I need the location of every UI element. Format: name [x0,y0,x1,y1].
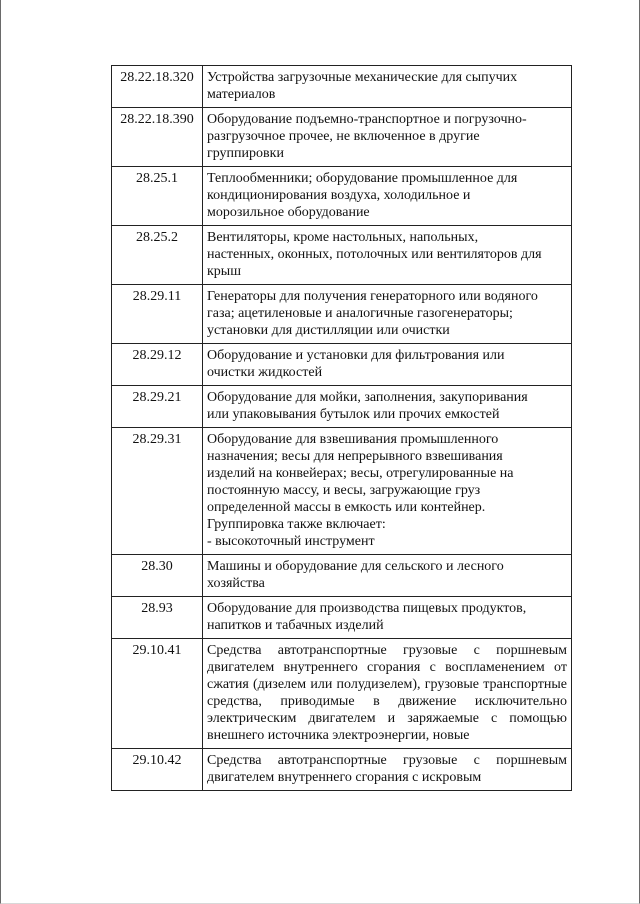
description-line: Вентиляторы, кроме настольных, напольных, [207,230,479,245]
code-cell: 29.10.42 [112,749,203,791]
description-line: напитков и табачных изделий [207,618,384,633]
code-cell: 28.29.21 [112,386,203,428]
table-row [112,749,572,791]
code-cell: 28.30 [112,555,203,597]
description-line: определенной массы в емкость или контейнер. [207,500,486,515]
code-cell: 29.10.41 [112,639,203,749]
table-row [112,555,572,597]
table-row [112,66,572,108]
code-cell: 28.25.2 [112,226,203,285]
description-cell [203,226,572,285]
description-line: настенных, оконных, потолочных или вентиляторов для [207,247,542,262]
description-cell [203,167,572,226]
table-row [112,639,572,749]
description-line: очистки жидкостей [207,365,323,380]
description-cell: Средства автотранспортные грузовые с поршневым двигателем внутреннего сгорания с воспламенением от сжатия (дизелем или полудизелем), грузовые транспортные средства, приводимые в движение исключительно электрическим двигателем и заряжаемые с помощью внешнего источника электроэнергии, новые [203,639,572,749]
table-row [112,285,572,344]
description-line: Оборудование подъемно-транспортное и погрузочно- [207,112,527,127]
description-line: Оборудование для производства пищевых продуктов, [207,601,527,616]
code-cell: 28.29.12 [112,344,203,386]
description-line: группировки [207,146,284,161]
description-cell [203,108,572,167]
code-cell: 28.93 [112,597,203,639]
description-line: - высокоточный инструмент [207,534,375,549]
description-line: или упаковывания бутылок или прочих емкостей [207,407,500,422]
description-line: Теплообменники; оборудование промышленное для [207,171,518,186]
description-cell [203,597,572,639]
description-line: Оборудование для мойки, заполнения, закупоривания [207,390,528,405]
description-line: кондиционирования воздуха, холодильное и [207,188,471,203]
description-line: морозильное оборудование [207,205,370,220]
table-row [112,344,572,386]
table-row [112,108,572,167]
description-cell [203,285,572,344]
description-line: газа; ацетиленовые и аналогичные газогенераторы; [207,306,513,321]
description-line: Группировка также включает: [207,517,386,532]
description-cell [203,555,572,597]
table-row [112,386,572,428]
description-line: разгрузочное прочее, не включенное в другие [207,129,480,144]
description-cell [203,386,572,428]
description-line: изделий на конвейерах; весы, отрегулированные на [207,466,514,481]
table-row [112,597,572,639]
description-line: Машины и оборудование для сельского и лесного [207,559,504,574]
description-line: установки для дистилляции или очистки [207,323,450,338]
description-line: назначения; весы для непрерывного взвешивания [207,449,503,464]
description-cell [203,428,572,555]
description-line: крыш [207,264,241,279]
table-row [112,167,572,226]
code-cell: 28.29.31 [112,428,203,555]
description-line: хозяйства [207,576,265,591]
code-cell: 28.22.18.390 [112,108,203,167]
table-row [112,428,572,555]
description-line: материалов [207,87,276,102]
description-cell: Средства автотранспортные грузовые с поршневым двигателем внутреннего сгорания с искровым [203,749,572,791]
description-line: Оборудование и установки для фильтрования или [207,348,505,363]
description-cell [203,344,572,386]
description-line: Генераторы для получения генераторного или водяного [207,289,538,304]
code-cell: 28.29.11 [112,285,203,344]
description-line: Оборудование для взвешивания промышленного [207,432,499,447]
code-cell: 28.22.18.320 [112,66,203,108]
code-cell: 28.25.1 [112,167,203,226]
description-line: постоянную массу, и весы, загружающие груз [207,483,481,498]
description-line: Устройства загрузочные механические для сыпучих [207,70,518,85]
table-row [112,226,572,285]
description-cell [203,66,572,108]
okved-codes-table [111,65,572,791]
